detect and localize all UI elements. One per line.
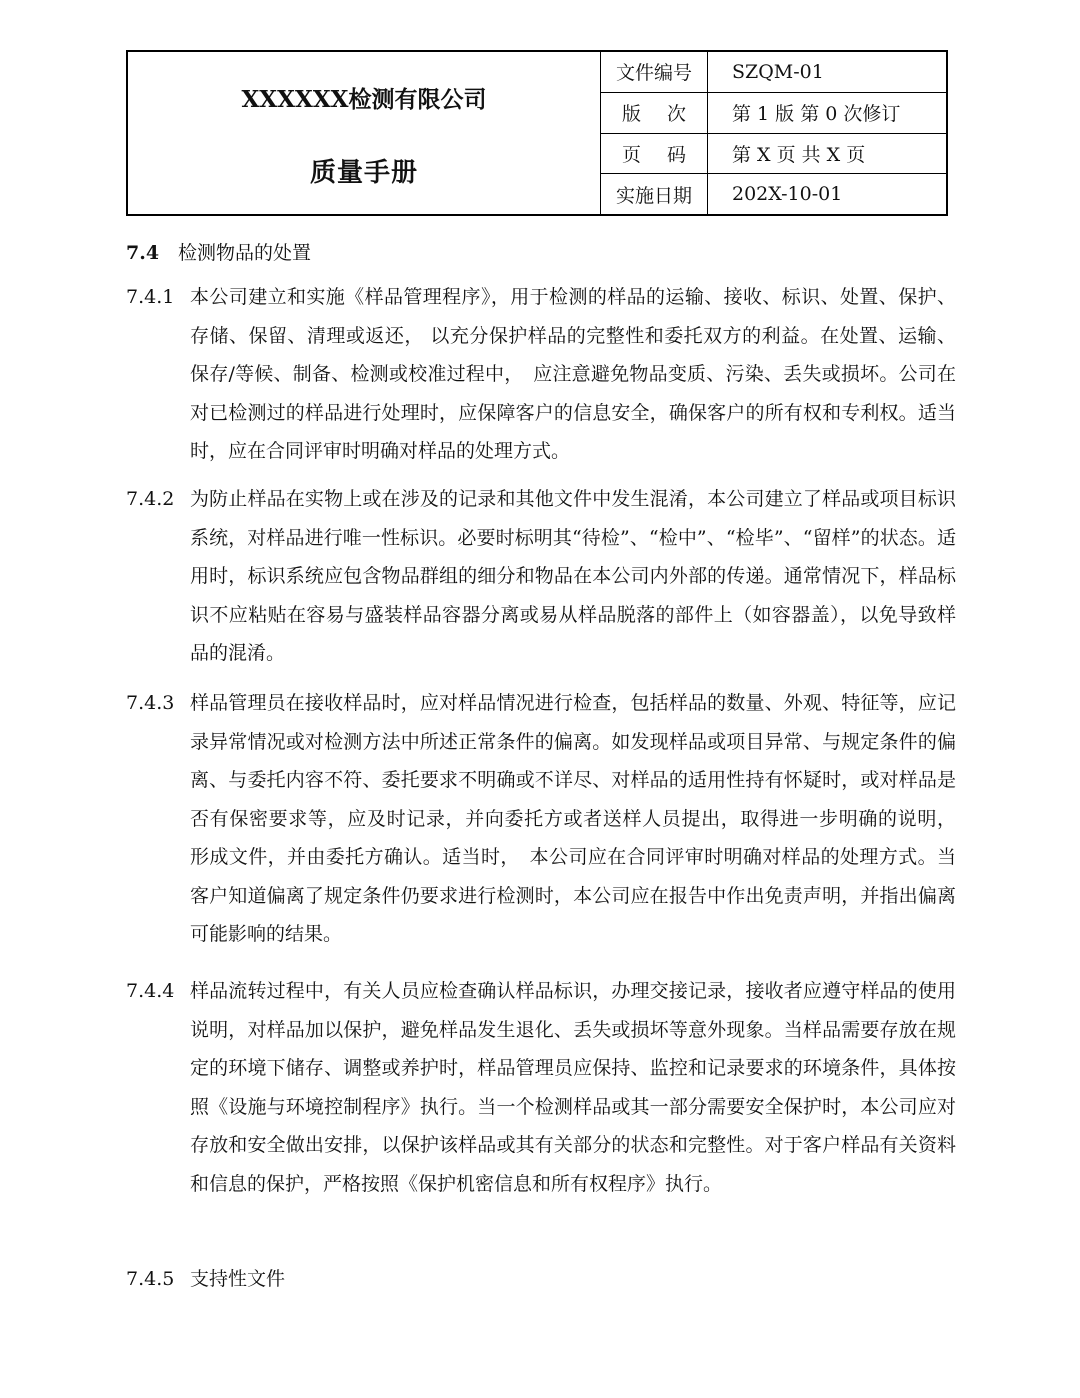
paragraph-7-4-1 [126, 278, 956, 471]
paragraph-text: 样品管理员在接收样品时，应对样品情况进行检查，包括样品的数量、外观、特征等，应记录异常情况或对检测方法中所述正常条件的偏离。如发现样品或项目异常、与规定条件的偏离、与委托内容不符、委托要求不明确或不详尽、对样品的适用性持有怀疑时，或对样品是否有保密要求等，应及时记录，并向委托方或者送样人员提出，取得进一步明确的说明， 形成文件，并由委托方确认。适当时， 本公司应在合同评审时明确对样品的处理方式。当客户知道偏离了规定条件仍要求进行检测时，本公司应在报告中作出免责声明，并指出偏离可能影响的结果。 [190, 692, 956, 945]
paragraph-text: 样品流转过程中，有关人员应检查确认样品标识，办理交接记录，接收者应遵守样品的使用说明，对样品加以保护，避免样品发生退化、丢失或损坏等意外现象。当样品需要存放在规定的环境下储存、调整或养护时，样品管理员应保持、监控和记录要求的环境条件，具体按照《设施与环境控制程序》执行。当一个检测样品或其一部分需要安全保护时，本公司应对存放和安全做出安排，以保护该样品或其有关部分的状态和完整性。对于客户样品有关资料和信息的保护，严格按照《保护机密信息和所有权程序》执行。 [190, 980, 956, 1195]
version-value: 第 1 版 第 0 次修订 [732, 103, 901, 126]
section-title: 检测物品的处置 [178, 242, 312, 264]
section-heading [126, 238, 311, 265]
header-title-cell [128, 52, 601, 214]
paragraph-text: 本公司建立和实施《样品管理程序》，用于检测的样品的运输、接收、标识、处置、保护、存储、保留、清理或返还， 以充分保护样品的完整性和委托双方的利益。在处置、运输、保存/等候、制备、检测或校准过程中， 应注意避免物品变质、污染、丢失或损坏。公司在对已检测过的样品进行处理时，应保障客户的信息安全，确保客户的所有权和专利权。适当时，应在合同评审时明确对样品的处理方式。 [190, 286, 956, 462]
header-row-doc-number [601, 52, 946, 93]
paragraph-number: 7.4.3 [126, 692, 175, 714]
company-name: XXXXXX检测有限公司 [241, 86, 487, 113]
paragraph-number: 7.4.2 [126, 488, 175, 510]
document-title: 质量手册 [309, 158, 418, 188]
section-number: 7.4 [126, 242, 160, 264]
doc-number-label: 文件编号 [601, 52, 708, 92]
paragraph-number: 7.4.5 [126, 1268, 175, 1290]
paragraph-7-4-5 [126, 1260, 956, 1299]
document-header-table [126, 50, 948, 216]
paragraph-number: 7.4.1 [126, 286, 175, 308]
paragraph-7-4-4 [126, 972, 956, 1203]
paragraph-text: 支持性文件 [190, 1268, 286, 1290]
header-info-cell [601, 52, 946, 214]
paragraph-text: 为防止样品在实物上或在涉及的记录和其他文件中发生混淆，本公司建立了样品或项目标识系统，对样品进行唯一性标识。必要时标明其“待检”、“检中”、“检毕”、“留样”的状态。适用时，标识系统应包含物品群组的细分和物品在本公司内外部的传递。通常情况下，样品标识不应粘贴在容易与盛装样品容器分离或易从样品脱落的部件上（如容器盖），以免导致样品的混淆。 [190, 488, 956, 664]
paragraph-7-4-3 [126, 684, 956, 954]
header-row-page [601, 134, 946, 175]
paragraph-7-4-2 [126, 480, 956, 673]
paragraph-number: 7.4.4 [126, 980, 175, 1002]
page-value: 第 X 页 共 X 页 [732, 143, 866, 166]
effective-date-label: 实施日期 [601, 174, 708, 214]
version-label: 版次 [621, 103, 712, 126]
header-row-version [601, 93, 946, 134]
doc-number-value: SZQM-01 [732, 60, 824, 83]
page-label: 页码 [621, 143, 712, 166]
effective-date-value: 202X-10-01 [732, 183, 843, 206]
header-row-effective-date [601, 174, 946, 214]
